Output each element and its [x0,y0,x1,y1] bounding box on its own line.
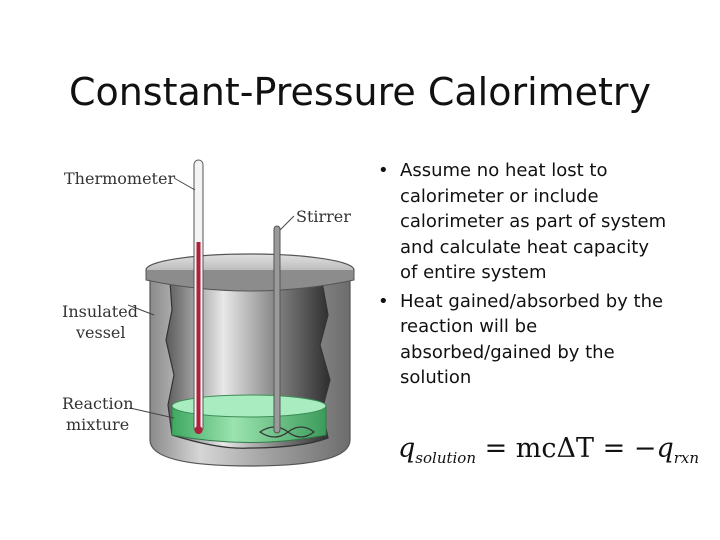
stirrer-rod [274,226,280,433]
formula-q2: q [656,433,674,464]
label-vessel: vessel [76,323,126,342]
thermometer-mercury [197,242,201,428]
calorimeter-diagram [50,150,370,490]
label-thermometer: Thermometer [64,169,176,188]
label-mixture: mixture [66,415,130,434]
bullet-item: • Assume no heat lost to calorimeter or include calorimeter as part of system and calculate heat capacity of entire system [372,158,672,286]
slide-title: Constant-Pressure Calorimetry [68,70,652,114]
label-stirrer: Stirrer [296,207,351,226]
bullet-item: • Heat gained/absorbed by the reaction will be absorbed/gained by the solution [372,289,672,391]
thermometer-bulb [195,426,203,434]
bullet-list [372,158,672,394]
leader-thermometer [174,178,195,190]
formula-sub-solution: solution [415,449,476,467]
leader-stirrer [280,216,294,230]
label-reaction: Reaction [62,394,134,413]
formula-q: q [398,433,416,464]
heat-equation [398,433,699,467]
formula-middle: = mcΔT = − [476,433,657,464]
label-insulated: Insulated [62,302,138,321]
formula-sub-rxn: rxn [673,449,700,467]
